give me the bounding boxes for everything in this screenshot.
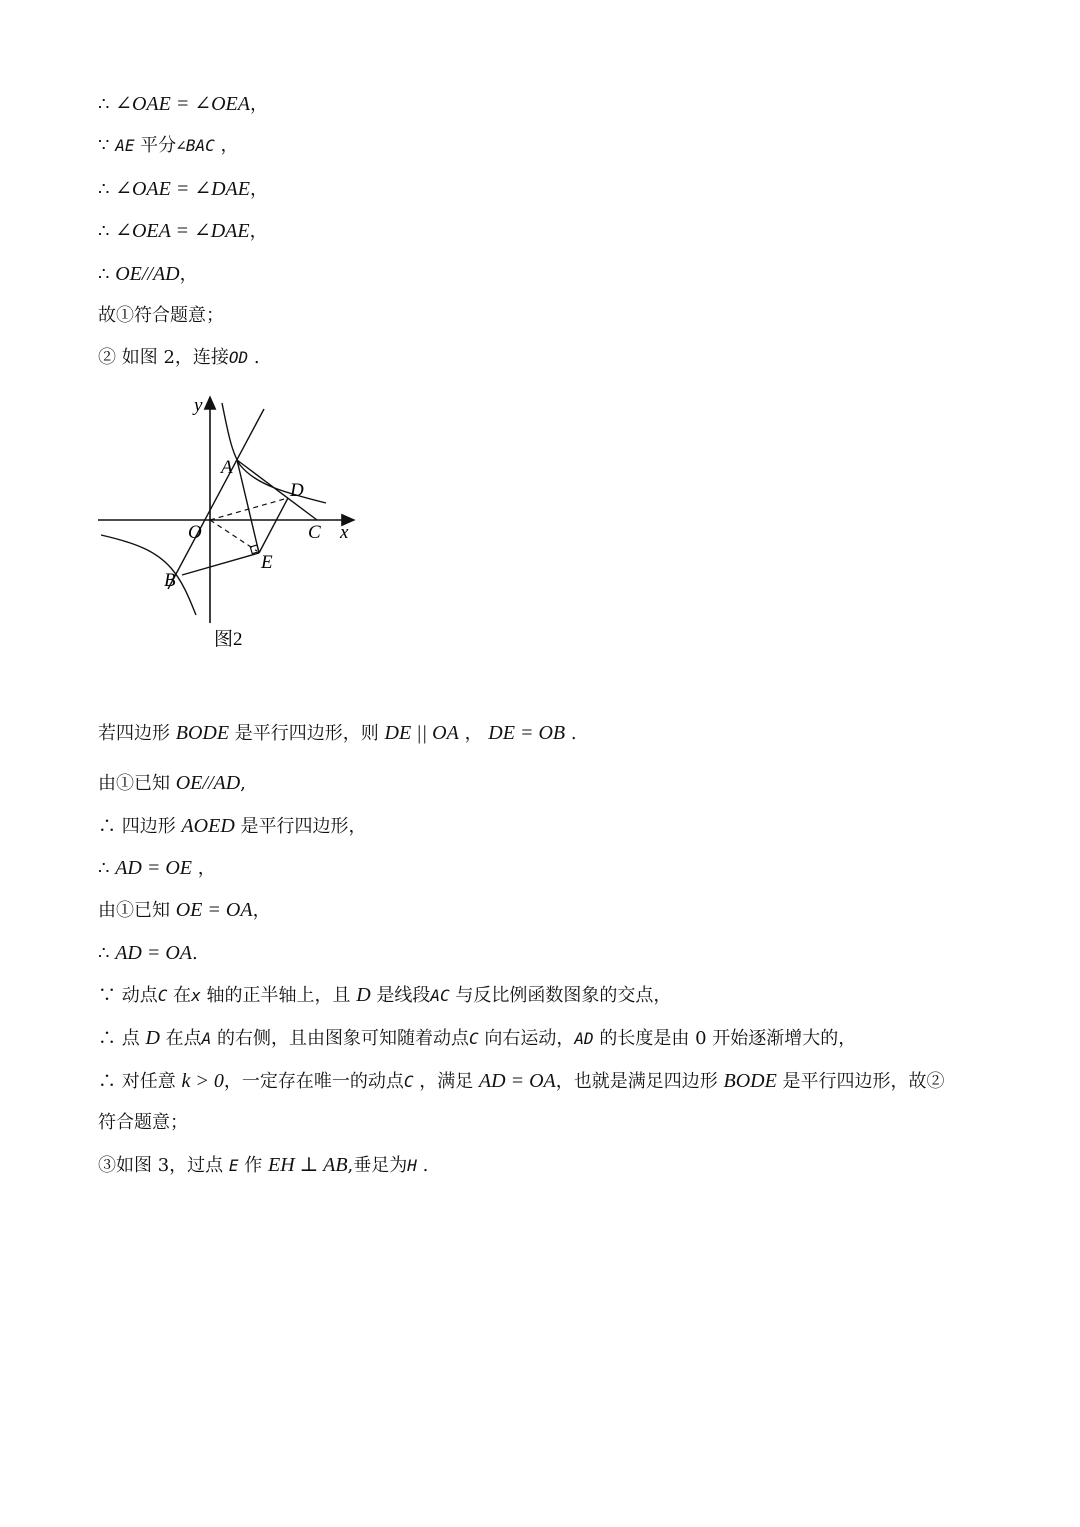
punctuation: . (192, 943, 198, 964)
formula: H (407, 1156, 417, 1175)
punctuation: ， (249, 179, 268, 200)
label-e: E (261, 552, 273, 573)
segment-od-dashed (210, 498, 288, 520)
label-b: B (164, 570, 176, 591)
proof-line-16 (98, 1068, 945, 1095)
text: 向右运动， (478, 1028, 575, 1049)
formula: OE = OA (175, 899, 253, 921)
punctuation: . (248, 347, 260, 368)
formula: AD = OA (115, 942, 193, 964)
proof-line-18 (98, 1152, 428, 1179)
text: 与反比例函数图象的交点， (449, 985, 672, 1006)
text: 的长度是由 0 开始逐渐增大的， (593, 1028, 857, 1049)
figure-2 (96, 393, 358, 653)
punctuation: , (240, 773, 246, 794)
hyperbola-branch-lower (101, 535, 196, 615)
proof-line-13 (98, 940, 198, 967)
proof-line-11 (98, 855, 216, 882)
proof-line-5 (98, 261, 198, 288)
proof-line-15 (98, 1025, 856, 1052)
label-c: C (308, 522, 321, 543)
therefore-symbol: ∴ (98, 858, 116, 879)
text: 作 (238, 1155, 268, 1176)
formula: x (191, 986, 201, 1005)
formula: DE = OB (488, 722, 566, 744)
proof-line-1 (98, 91, 268, 118)
therefore-symbol: ∴ (98, 94, 116, 115)
proof-line-14 (98, 982, 671, 1009)
formula: ∠OEA = ∠DAE (115, 220, 250, 242)
text: 是平行四边形，则 (229, 723, 385, 744)
figure-caption: 图2 (214, 629, 243, 650)
text: 由①已知 (98, 773, 176, 794)
punctuation: ， (458, 723, 489, 744)
text: 是平行四边形， (234, 816, 367, 837)
text: 在 (167, 985, 192, 1006)
right-angle-mark (250, 545, 259, 554)
proof-line-2 (98, 133, 238, 159)
label-a: A (221, 457, 233, 478)
text: 由①已知 (98, 900, 176, 921)
text: ∴ 对任意 (98, 1071, 182, 1092)
text: 故①符合题意； (98, 305, 224, 326)
formula: C (157, 986, 168, 1005)
therefore-symbol: ∴ (98, 179, 116, 200)
punctuation: ， (249, 221, 268, 242)
text: ② 如图 2，连接 (98, 347, 229, 368)
formula: AC (430, 986, 450, 1005)
formula: AD (574, 1029, 594, 1048)
punctuation: ， (179, 264, 198, 285)
text: ,垂足为 (347, 1155, 408, 1176)
text: ，一定存在唯一的动点 (223, 1071, 404, 1092)
proof-line-12 (98, 897, 271, 924)
formula: ∠BAC (176, 136, 215, 155)
proof-line-8 (98, 720, 577, 747)
formula: ∠OAE = ∠DAE (115, 178, 250, 200)
formula: C (403, 1072, 414, 1091)
text: ∴ 四边形 (98, 816, 182, 837)
text: ③如图 3，过点 (98, 1155, 229, 1176)
formula: OE//AD (175, 772, 241, 794)
formula: EH ⊥ AB (268, 1154, 348, 1176)
therefore-symbol: ∴ (98, 943, 116, 964)
formula: AD = OE (115, 857, 193, 879)
punctuation: . (416, 1155, 429, 1176)
formula: DE || OA (384, 722, 459, 744)
formula: ∠OAE = ∠OEA (115, 93, 250, 115)
text: 是平行四边形，故② (776, 1071, 945, 1092)
formula: OD (228, 348, 249, 367)
line-ab (168, 409, 264, 589)
text: 在点 (159, 1028, 202, 1049)
text: 若四边形 (98, 723, 176, 744)
proof-line-3 (98, 176, 268, 203)
proof-line-10 (98, 813, 367, 840)
text: 平分 (134, 135, 177, 156)
therefore-symbol: ∴ (98, 264, 116, 285)
text: 是线段 (370, 985, 431, 1006)
proof-line-6 (98, 303, 224, 329)
punctuation: ， (252, 900, 271, 921)
text: 符合题意； (98, 1112, 188, 1133)
label-y: y (194, 395, 203, 416)
formula: OE//AD (115, 263, 180, 285)
proof-line-9 (98, 770, 246, 797)
text: ∵ 动点 (98, 985, 158, 1006)
therefore-symbol: ∴ (98, 221, 116, 242)
segment-de (259, 498, 288, 553)
formula: C (469, 1029, 479, 1048)
because-symbol: ∵ (98, 135, 116, 156)
proof-line-7 (98, 345, 260, 371)
formula: BODE (723, 1070, 777, 1092)
segment-be (182, 553, 259, 575)
text: ，满足 (413, 1071, 479, 1092)
punctuation: ， (214, 135, 239, 156)
formula: AOED (181, 815, 235, 837)
label-x: x (340, 522, 349, 543)
punctuation: ， (249, 94, 268, 115)
formula: BODE (175, 722, 230, 744)
text: 的右侧，且由图象可知随着动点 (211, 1028, 470, 1049)
label-o: O (188, 522, 202, 543)
text: ，也就是满足四边形 (555, 1071, 724, 1092)
formula: D (356, 984, 371, 1006)
text: 轴的正半轴上，且 (200, 985, 357, 1006)
punctuation: ， (192, 858, 216, 879)
figure-2-diagram (96, 393, 358, 653)
proof-line-17 (98, 1110, 188, 1136)
formula: AE (115, 136, 135, 155)
punctuation: . (565, 723, 577, 744)
label-d: D (290, 480, 304, 501)
formula: E (228, 1156, 239, 1175)
proof-line-4 (98, 218, 268, 245)
text: ∴ 点 (98, 1028, 146, 1049)
formula: k > 0 (181, 1070, 224, 1092)
formula: A (201, 1029, 212, 1048)
formula: AD = OA (478, 1070, 556, 1092)
segment-oe-dashed (210, 520, 257, 551)
formula: D (145, 1027, 160, 1049)
